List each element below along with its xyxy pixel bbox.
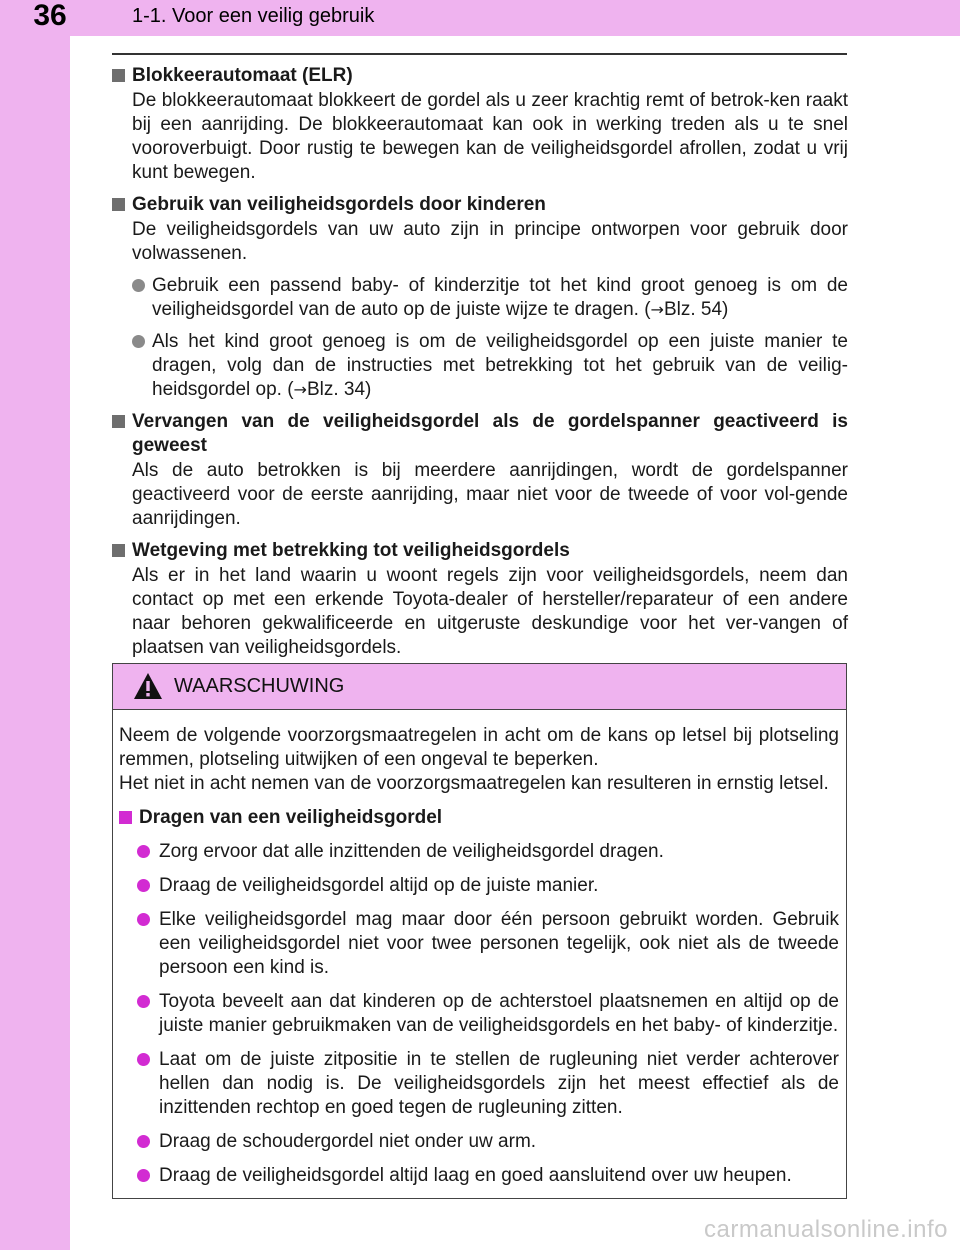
square-bullet-icon [112,415,125,428]
warning-list-item [119,908,839,980]
round-bullet-icon [137,845,150,858]
list-item-text: Laat om de juiste zitpositie in te stellen de rugleuning niet verder achterover hellen dan nodig is. De veiligheidsgordels zijn het meest effectief als de inzittenden rechtop en goed tegen de rugleuning zitten. [159,1049,839,1118]
list-item-text: Toyota beveelt aan dat kinderen op de achterstoel plaatsnemen en altijd op de juiste manier gebruikmaken van de veiligheidsgordels en het baby- of kinderzitje. [159,991,839,1036]
square-bullet-icon [112,544,125,557]
warning-header [113,664,846,710]
square-bullet-icon [112,69,125,82]
page-side-band [0,0,70,1250]
warning-intro [119,724,839,796]
list-item [112,330,848,402]
list-item-text: Zorg ervoor dat alle inzittenden de veiligheidsgordel dragen. [159,841,664,862]
warning-box [112,663,847,1199]
list-item-text: Gebruik een passend baby- of kinderzitje tot het kind groot genoeg is om de veiligheidsgordel van de auto op de juiste wijze te dragen. ( [152,275,848,320]
page-reference: Blz. 54) [663,299,729,320]
paragraph-elr: De blokkeerautomaat blokkeert de gordel als u zeer krachtig remt of betrok-ken raakt bij een aanrijding. De blokkeerautomaat kan ook in werking treden als u te snel vooroverbuigt. Door rustig te bewegen kan de veiligheidsgordel afrollen, zodat u vrij kunt bewegen. [132,90,848,183]
round-bullet-icon [132,335,145,348]
list-item-text: Draag de veiligheidsgordel altijd laag en goed aansluitend over uw heupen. [159,1165,792,1186]
heading-text: Gebruik van veiligheidsgordels door kinderen [132,194,546,215]
round-bullet-icon [137,913,150,926]
arrow-icon: → [293,380,307,399]
header-divider [112,53,847,55]
paragraph-children: De veiligheidsgordels van uw auto zijn in principe ontworpen voor gebruik door volwassenen. [132,219,848,264]
warning-title: WAARSCHUWING [174,675,345,697]
list-item-text: Elke veiligheidsgordel mag maar door één persoon gebruikt worden. Gebruik een veiligheidsgordel niet voor twee personen tegelijk, ook niet als de tweede persoon een kind is. [159,909,839,978]
warning-intro-line-2: Het niet in acht nemen van de voorzorgsmaatregelen kan resulteren in ernstig letsel. [119,773,829,794]
paragraph-pretensioner: Als de auto betrokken is bij meerdere aanrijdingen, wordt de gordelspanner geactiveerd voor de eerste aanrijding, maar niet voor de tweede of voor vol-gende aanrijdingen. [132,460,848,529]
heading-children [112,193,848,217]
square-bullet-icon [112,198,125,211]
round-bullet-icon [137,1053,150,1066]
warning-intro-line-1: Neem de volgende voorzorgsmaatregelen in acht om de kans op letsel bij plotseling remmen, plotseling uitwijken of een ongeval te beperken. [119,725,839,770]
page-reference: Blz. 34) [306,379,372,400]
warning-list-item [119,1048,839,1120]
warning-triangle-icon [133,672,163,700]
heading-text: Wetgeving met betrekking tot veiligheidsgordels [132,540,570,561]
warning-list-item [119,1130,839,1154]
warning-list-item [119,874,839,898]
warning-heading [119,806,839,830]
paragraph-legislation: Als er in het land waarin u woont regels zijn voor veiligheidsgordels, neem dan contact op met een erkende Toyota-dealer of hersteller/reparateur of een andere naar behoren gekwalificeerde en uitgeruste deskundige voor het ver-vangen of plaatsen van veiligheidsgordels. [132,565,848,658]
round-bullet-icon [137,879,150,892]
main-content [112,64,848,668]
square-bullet-icon [119,811,132,824]
heading-elr [112,64,848,88]
round-bullet-icon [137,1135,150,1148]
warning-list-item [119,990,839,1038]
heading-text: Dragen van een veiligheidsgordel [139,807,443,828]
list-item [112,274,848,322]
heading-legislation [112,539,848,563]
list-item-text: Draag de veiligheidsgordel altijd op de juiste manier. [159,875,599,896]
list-item-text: Als het kind groot genoeg is om de veiligheidsgordel op een juiste manier te dragen, volg dan de instructies met betrekking tot het gebruik van de veilig-heidsgordel op. ( [152,331,848,400]
round-bullet-icon [137,995,150,1008]
watermark: carmanualsonline.info [704,1216,948,1243]
heading-text: Blokkeerautomaat (ELR) [132,65,353,86]
warning-list-item [119,1164,839,1188]
heading-text: Vervangen van de veiligheidsgordel als de gordelspanner geactiveerd is geweest [132,411,848,456]
heading-pretensioner [112,410,848,458]
list-item-text: Draag de schoudergordel niet onder uw arm. [159,1131,537,1152]
warning-body [113,710,846,1188]
section-title: 1-1. Voor een veilig gebruik [132,5,375,27]
warning-list-item [119,840,839,864]
arrow-icon: → [650,300,664,319]
round-bullet-icon [132,279,145,292]
round-bullet-icon [137,1169,150,1182]
page-number: 36 [33,0,67,32]
